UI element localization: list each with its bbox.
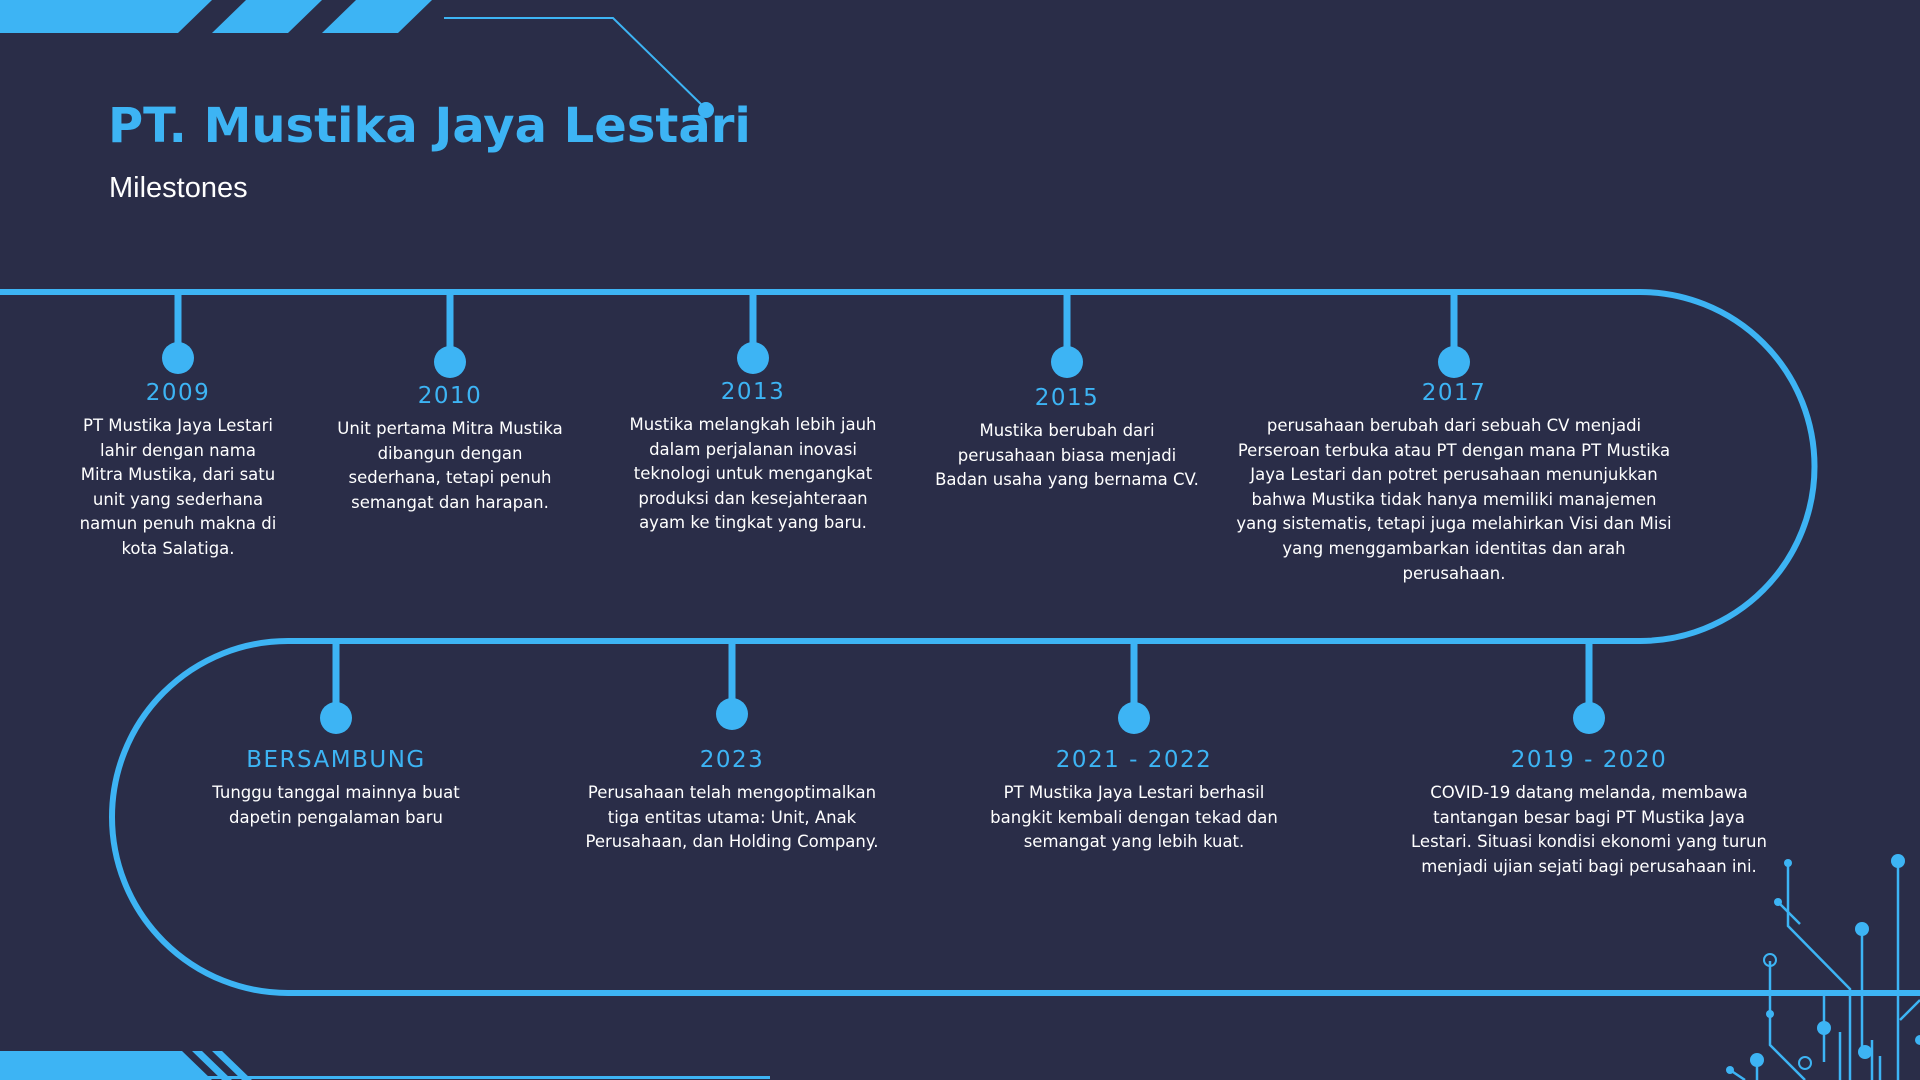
page-title: PT. Mustika Jaya Lestari (108, 98, 751, 154)
milestone-description: PT Mustika Jaya Lestari berhasil bangkit kembali dengan tekad dan semangat yang lebih kuat. (990, 783, 1278, 852)
milestone-2013 (628, 378, 878, 536)
milestone-year: 2023 (699, 747, 765, 773)
milestone-2019-2020 (1409, 746, 1769, 879)
top-stripe-decoration (0, 0, 432, 33)
milestone-year: 2019 - 2020 (1510, 747, 1668, 773)
milestone-year: 2013 (720, 379, 786, 405)
milestone-description: COVID-19 datang melanda, membawa tantangan besar bagi PT Mustika Jaya Lestari. Situasi kondisi ekonomi yang turun menjadi ujian sejati bagi perusahaan ini. (1411, 783, 1767, 876)
milestone-year: 2010 (417, 383, 483, 409)
milestone-description: Perusahaan telah mengoptimalkan tiga entitas utama: Unit, Anak Perusahaan, dan Holding Company. (585, 783, 879, 852)
milestone-2009 (78, 379, 278, 562)
milestone-description: perusahaan berubah dari sebuah CV menjadi Perseroan terbuka atau PT dengan mana PT Mustika Jaya Lestari dan potret perusahaan menunjukkan bahwa Mustika tidak hanya memiliki manajemen yang sistematis, tetapi juga melahirkan Visi dan Misi yang menggambarkan identitas dan arah perusahaan. (1236, 416, 1672, 583)
milestone-description: Mustika melangkah lebih jauh dalam perjalanan inovasi teknologi untuk mengangkat produksi dan kesejahteraan ayam ke tingkat yang baru. (629, 415, 877, 533)
milestone-description: Mustika berubah dari perusahaan biasa menjadi Badan usaha yang bernama CV. (935, 421, 1199, 490)
milestone-year: 2017 (1421, 380, 1487, 406)
milestone-description: Unit pertama Mitra Mustika dibangun dengan sederhana, tetapi penuh semangat dan harapan. (337, 419, 563, 512)
milestone-2023 (582, 746, 882, 855)
milestone-year: 2009 (145, 380, 211, 406)
milestone-2015 (932, 384, 1202, 493)
circuit-decoration (1730, 862, 1920, 1080)
bottom-stripe-decoration (0, 1051, 770, 1080)
milestone-2021-2022 (984, 746, 1284, 855)
milestone-description: Tunggu tanggal mainnya buat dapetin pengalaman baru (212, 783, 460, 827)
milestone-year: BERSAMBUNG (246, 747, 426, 773)
milestone-description: PT Mustika Jaya Lestari lahir dengan nama Mitra Mustika, dari satu unit yang sederhana namun penuh makna di kota Salatiga. (79, 416, 277, 558)
top-circuit-line (444, 18, 705, 108)
milestone-2017 (1229, 379, 1679, 586)
milestone-year: 2015 (1034, 385, 1100, 411)
milestone-2010 (335, 382, 565, 515)
milestone-year: 2021 - 2022 (1055, 747, 1213, 773)
page-subtitle: Milestones (109, 172, 248, 204)
milestone-bersambung (206, 746, 466, 830)
